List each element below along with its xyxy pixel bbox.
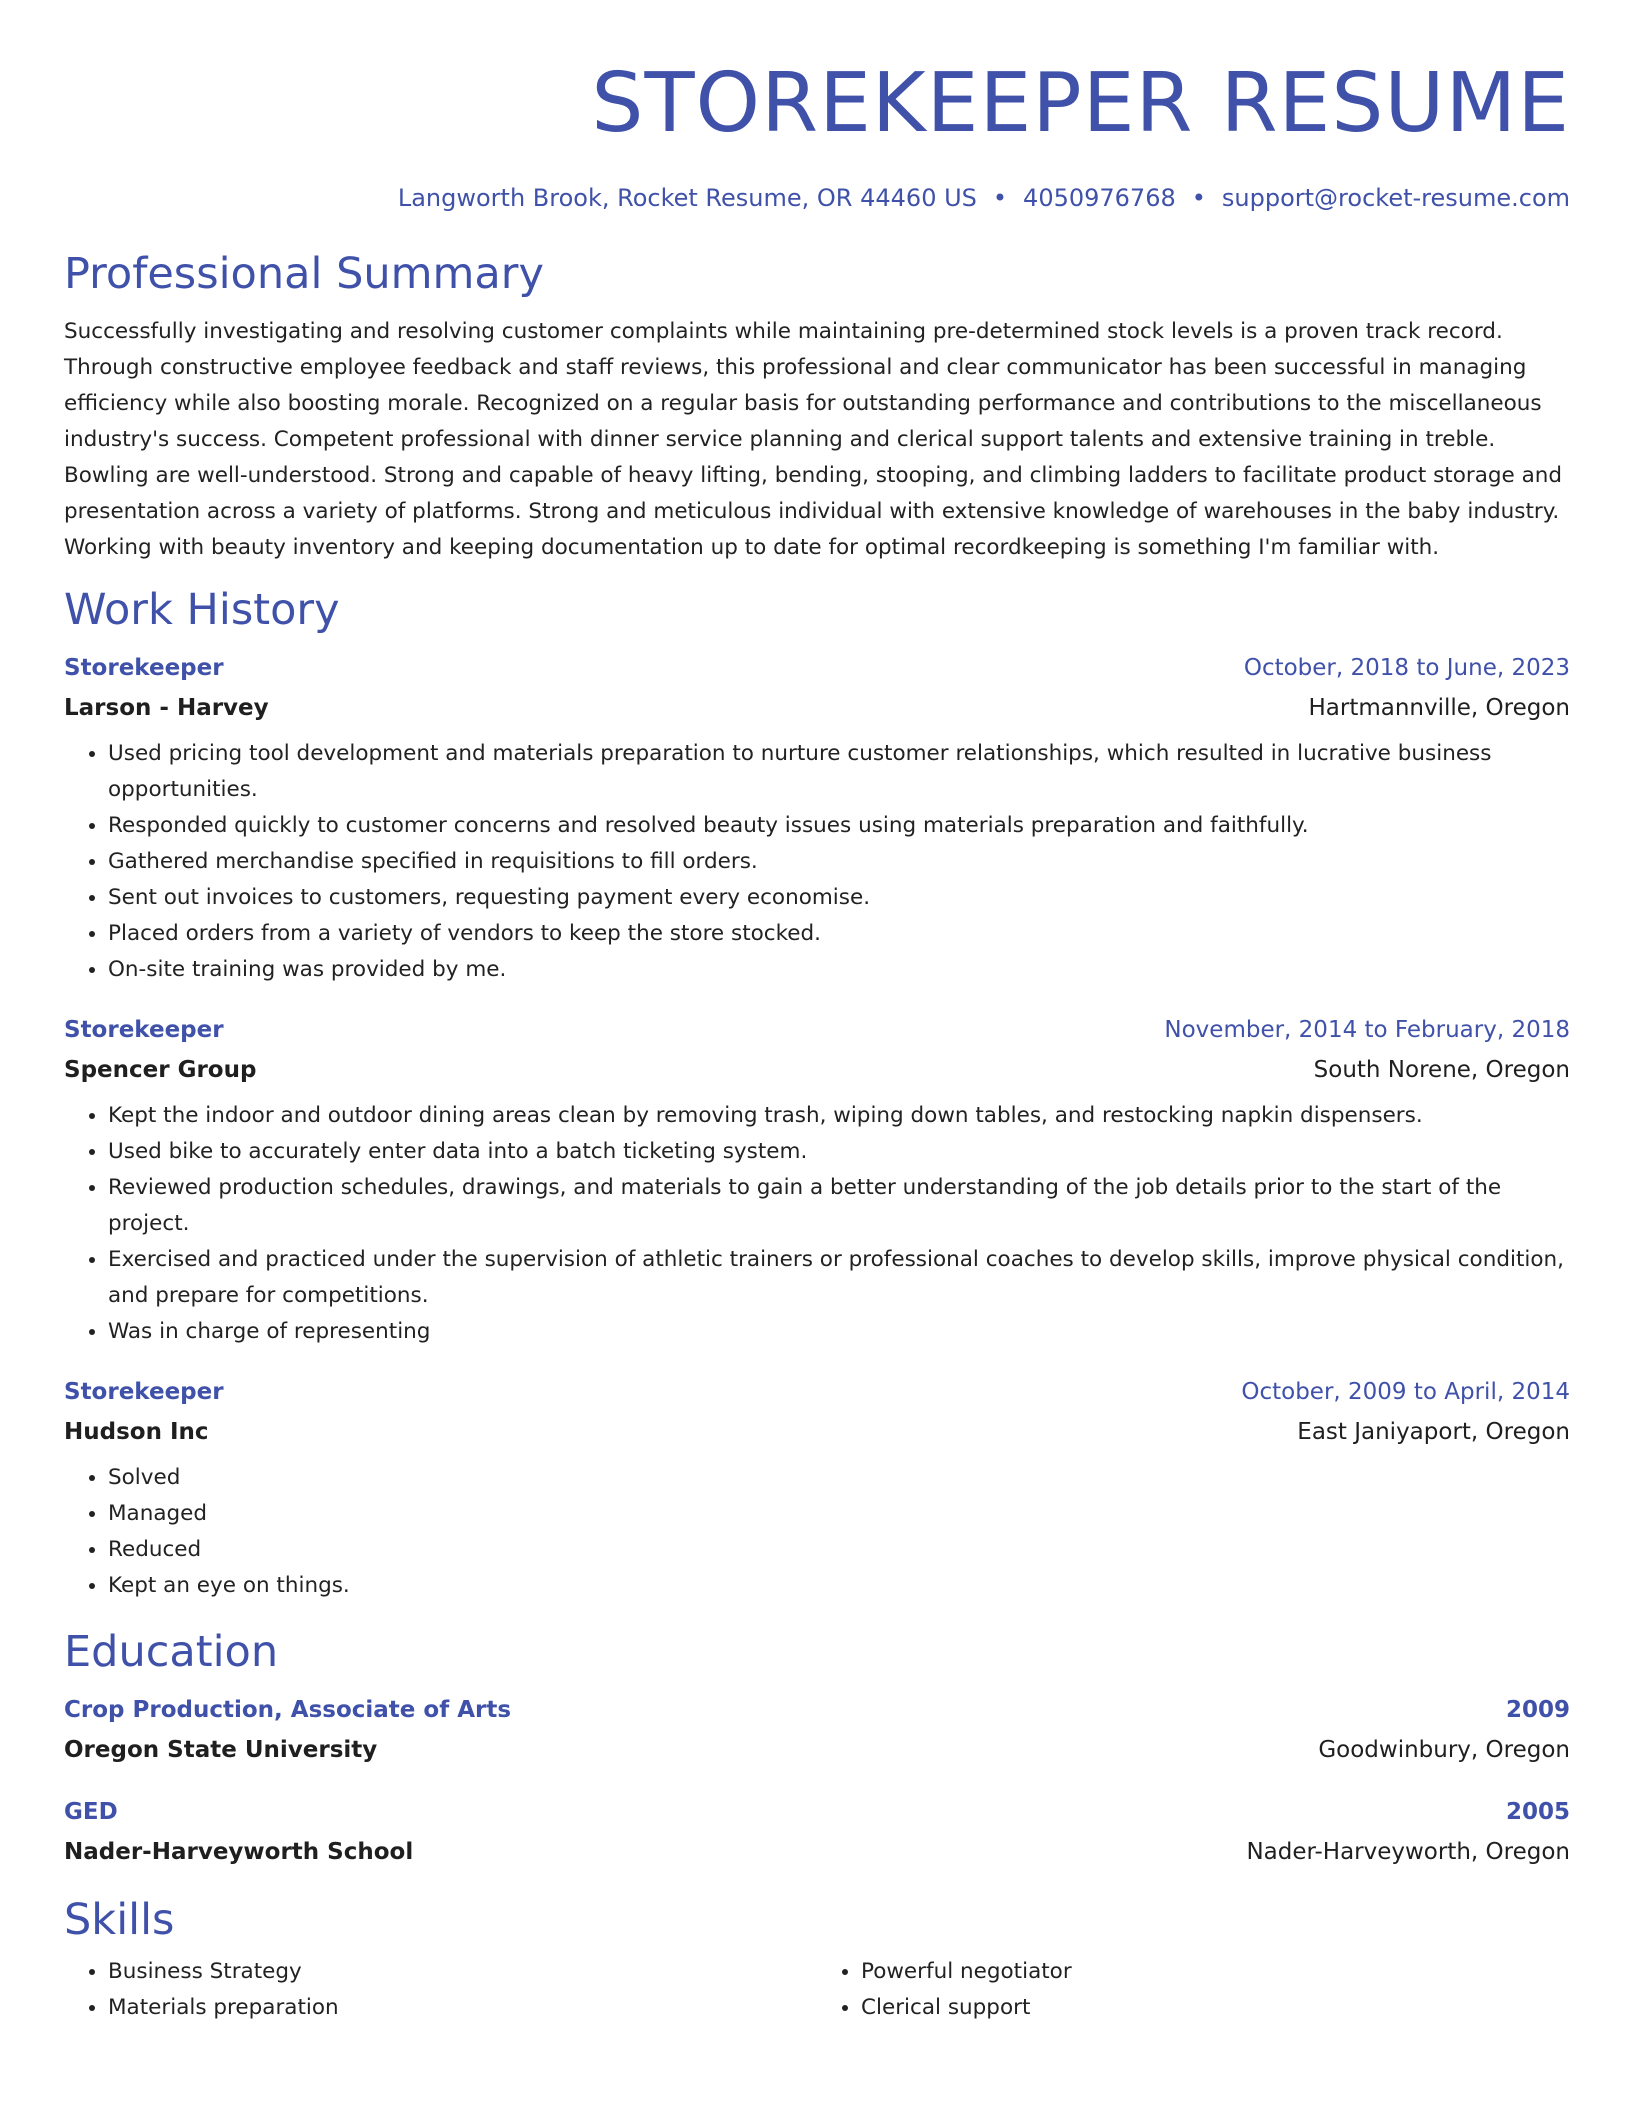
education-location: Goodwinbury, Oregon (1318, 1737, 1570, 1763)
list-item: • Gathered merchandise specified in requisitions to fill orders. (108, 844, 1570, 880)
education-list (64, 1690, 1570, 1872)
resume-header (64, 56, 1570, 214)
contact-phone: 4050976768 (1023, 184, 1176, 212)
job-location: Hartmannville, Oregon (1308, 695, 1570, 721)
education-school-row (64, 1730, 1570, 1770)
job-role-row (64, 1372, 1570, 1412)
summary-text: Successfully investigating and resolving customer complaints while maintaining pre-determined stock levels is a proven track record. Through constructive employee feedback and staff reviews, this professional and clear communicator has been successful in managing efficiency while also boosting morale. Recognized on a regular basis for outstanding performance and contributions to the miscellaneous industry's success. Competent professional with dinner service planning and clerical support talents and extensive training in treble. Bowling are well-understood. Strong and capable of heavy lifting, bending, stooping, and climbing ladders to facilitate product storage and presentation across a variety of platforms. Strong and meticulous individual with extensive knowledge of warehouses in the baby industry. Working with beauty inventory and keeping documentation up to date for optimal recordkeeping is something I'm familiar with. (64, 319, 1563, 560)
contact-address: Langworth Brook, Rocket Resume, OR 44460 US (397, 184, 977, 212)
education-school-row (64, 1832, 1570, 1872)
list-item: • Placed orders from a variety of vendors to keep the store stocked. (108, 916, 1570, 952)
skill-item: • Materials preparation (108, 1990, 817, 2026)
contact-line (64, 182, 1570, 214)
list-item: • Solved (108, 1460, 1570, 1496)
education-section (64, 1626, 1570, 1872)
education-school: Oregon State University (64, 1737, 378, 1763)
list-item: • On-site training was provided by me. (108, 952, 1570, 988)
list-item: • Used pricing tool development and materials preparation to nurture customer relationships, which resulted in lucrative business opportunities. (108, 736, 1570, 808)
job-entry (64, 648, 1570, 988)
summary-section (64, 248, 1570, 566)
skills-heading: Skills (64, 1895, 175, 1945)
education-school: Nader-Harveyworth School (64, 1839, 414, 1865)
education-year: 2005 (1505, 1799, 1570, 1825)
education-entry (64, 1690, 1570, 1770)
job-location: South Norene, Oregon (1313, 1057, 1570, 1083)
job-company-row (64, 688, 1570, 728)
job-company-row (64, 1412, 1570, 1452)
job-title: Storekeeper (64, 1017, 224, 1043)
list-item: • Reduced (108, 1532, 1570, 1568)
education-degree: Crop Production, Associate of Arts (64, 1697, 512, 1723)
education-degree-row (64, 1690, 1570, 1730)
job-bullets (64, 1098, 1570, 1350)
skills-grid (64, 1954, 1570, 2026)
education-entry (64, 1792, 1570, 1872)
education-year: 2009 (1505, 1697, 1570, 1723)
list-item: • Reviewed production schedules, drawings, and materials to gain a better understanding of the job details prior to the start of the project. (108, 1170, 1570, 1242)
contact-separator: • (992, 184, 1008, 212)
job-entry (64, 1010, 1570, 1350)
skills-column-right (817, 1954, 1570, 2026)
job-dates: October, 2018 to June, 2023 (1243, 655, 1570, 681)
list-item: • Was in charge of representing (108, 1314, 1570, 1350)
work-section (64, 584, 1570, 1604)
list-item: • Managed (108, 1496, 1570, 1532)
list-item: • Exercised and practiced under the supervision of athletic trainers or professional coaches to develop skills, improve physical condition, and prepare for competitions. (108, 1242, 1570, 1314)
job-role-row (64, 1010, 1570, 1050)
job-location: East Janiyaport, Oregon (1297, 1419, 1570, 1445)
job-company: Spencer Group (64, 1057, 257, 1083)
job-company-row (64, 1050, 1570, 1090)
list-item: • Sent out invoices to customers, requesting payment every economise. (108, 880, 1570, 916)
contact-email: support@rocket-resume.com (1221, 184, 1570, 212)
list-item: • Used bike to accurately enter data into a batch ticketing system. (108, 1134, 1570, 1170)
skill-item: • Business Strategy (108, 1954, 817, 1990)
skill-item: • Clerical support (861, 1990, 1570, 2026)
education-degree-row (64, 1792, 1570, 1832)
skill-item: • Powerful negotiator (861, 1954, 1570, 1990)
job-role-row (64, 648, 1570, 688)
skills-column-left (64, 1954, 817, 2026)
job-bullets (64, 736, 1570, 988)
job-dates: October, 2009 to April, 2014 (1241, 1379, 1570, 1405)
education-location: Nader-Harveyworth, Oregon (1246, 1839, 1570, 1865)
work-heading: Work History (64, 585, 340, 635)
education-degree: GED (64, 1799, 118, 1825)
job-entry (64, 1372, 1570, 1604)
job-company: Larson - Harvey (64, 695, 269, 721)
job-dates: November, 2014 to February, 2018 (1164, 1017, 1570, 1043)
resume-title: STOREKEEPER RESUME (591, 56, 1570, 151)
job-title: Storekeeper (64, 1379, 224, 1405)
list-item: • Kept the indoor and outdoor dining areas clean by removing trash, wiping down tables, and restocking napkin dispensers. (108, 1098, 1570, 1134)
summary-heading: Professional Summary (64, 249, 544, 299)
job-title: Storekeeper (64, 655, 224, 681)
education-heading: Education (64, 1627, 279, 1677)
list-item: • Kept an eye on things. (108, 1568, 1570, 1604)
job-list (64, 648, 1570, 1604)
contact-separator: • (1191, 184, 1206, 212)
list-item: • Responded quickly to customer concerns and resolved beauty issues using materials preparation and faithfully. (108, 808, 1570, 844)
skills-section (64, 1894, 1570, 2026)
job-bullets (64, 1460, 1570, 1604)
job-company: Hudson Inc (64, 1419, 209, 1445)
